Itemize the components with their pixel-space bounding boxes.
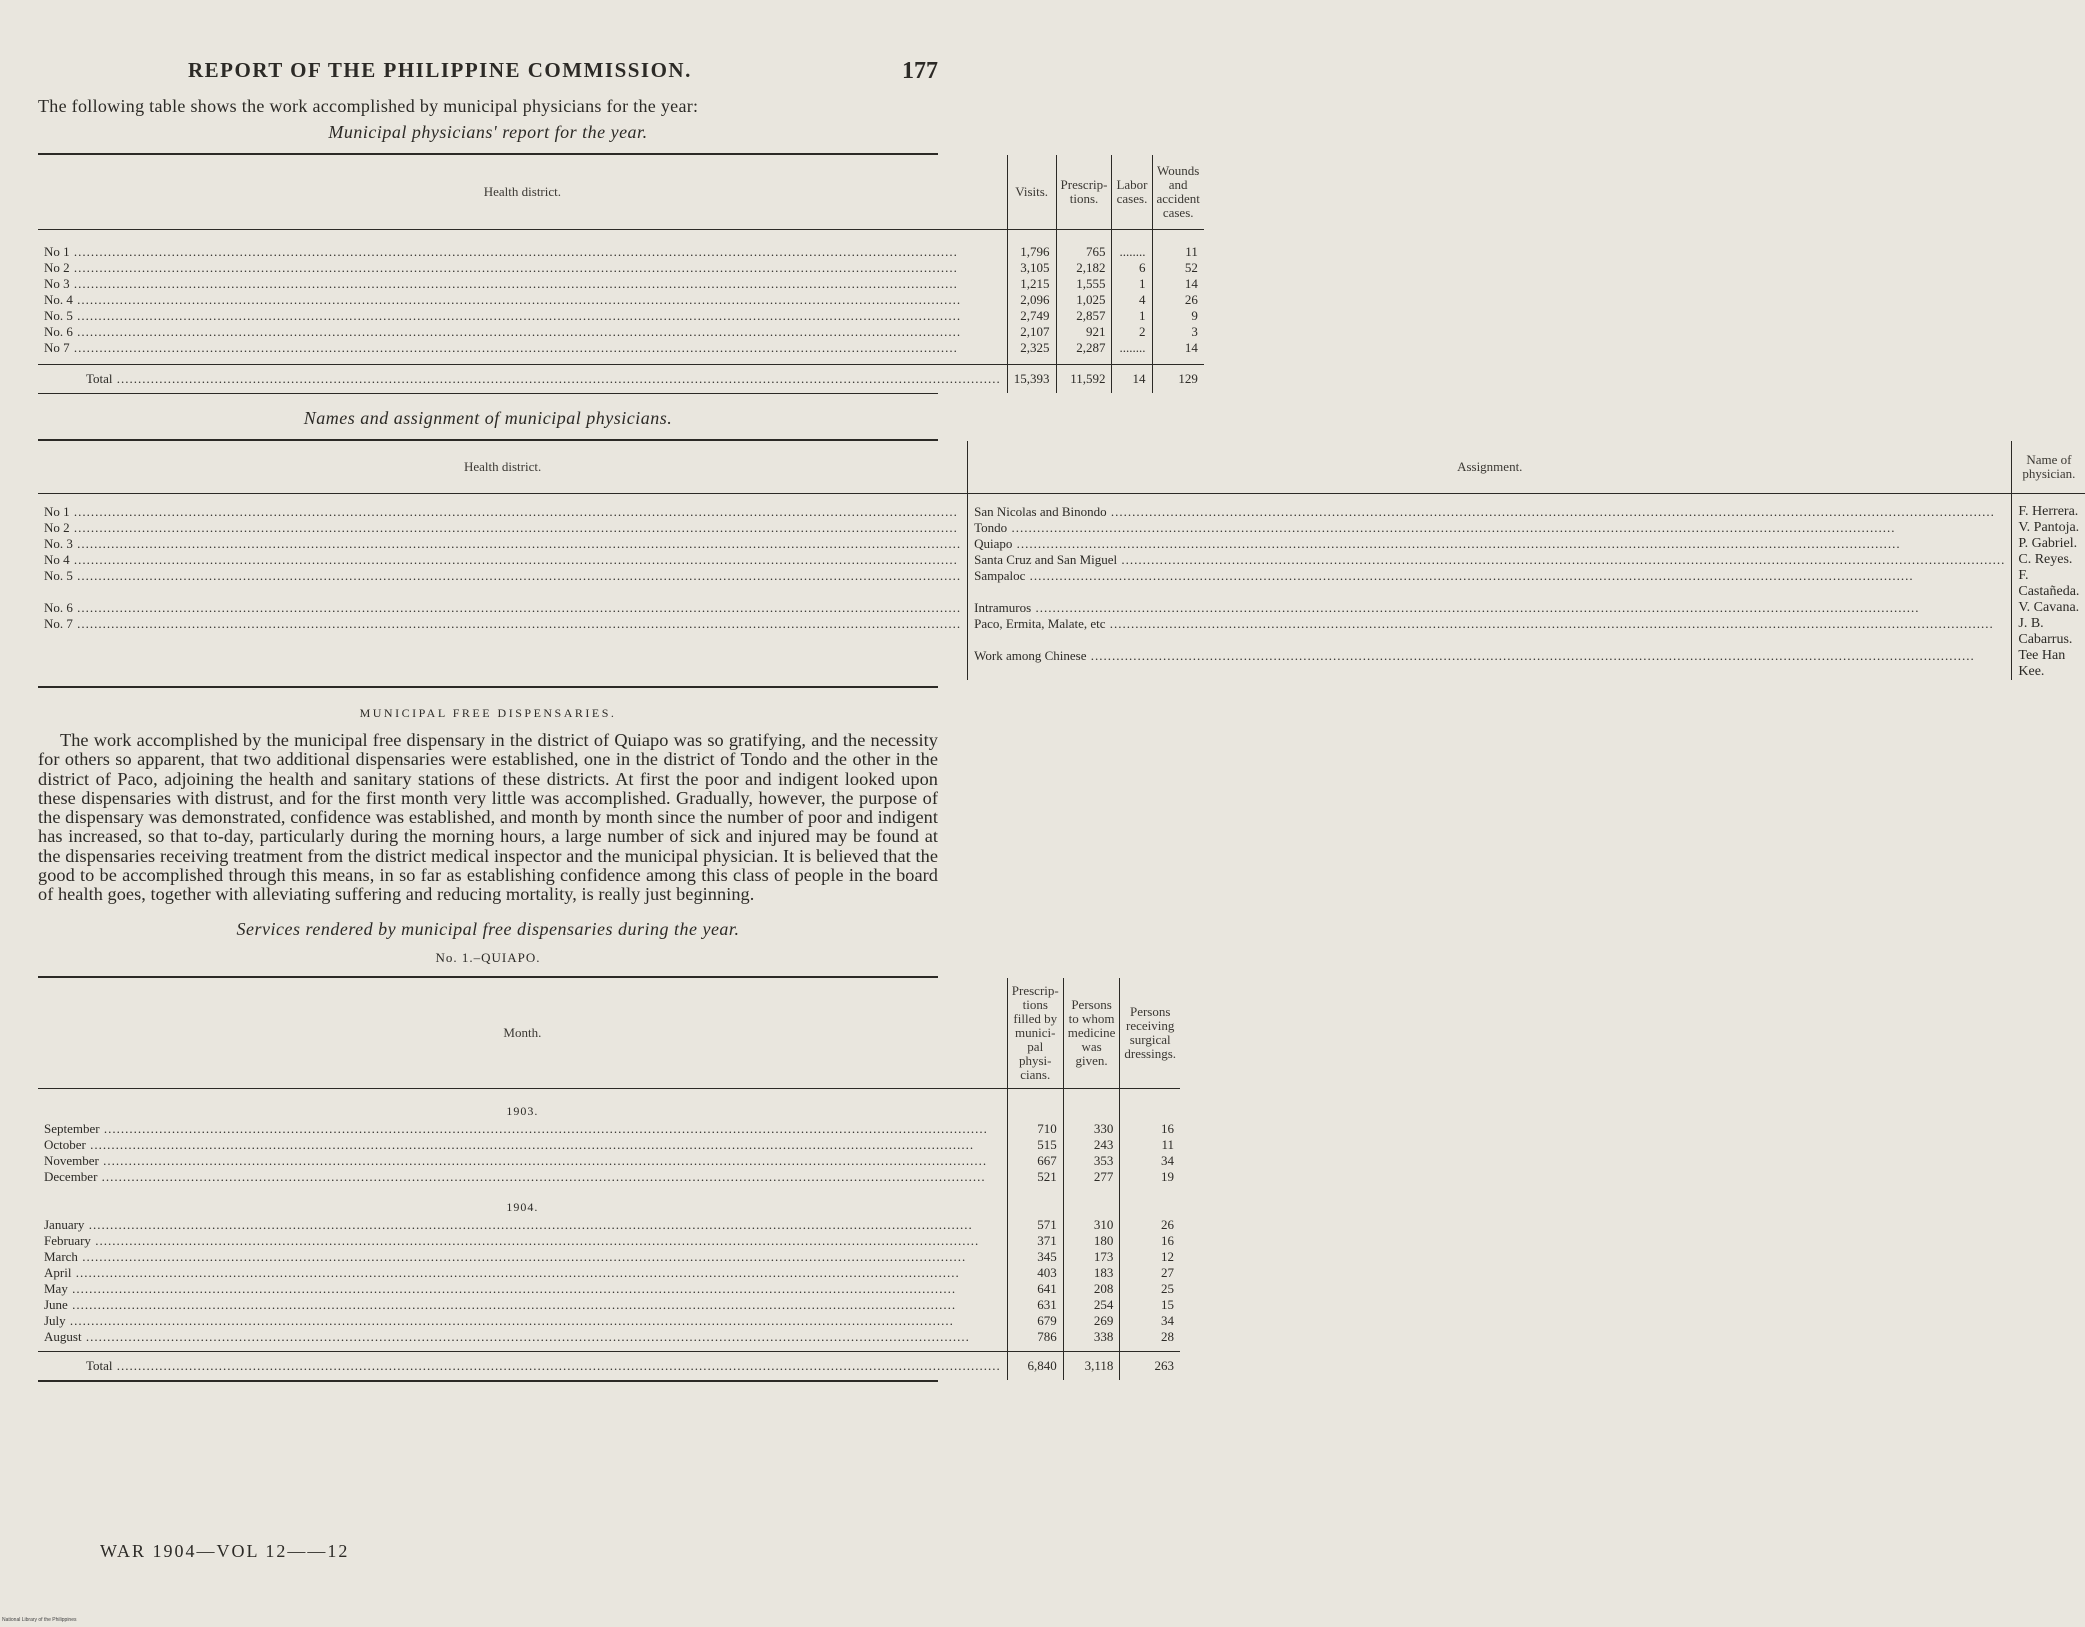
- value-cell: 679: [1007, 1313, 1063, 1329]
- district-cell: No 2 .....: [38, 520, 968, 536]
- table-row: [38, 1233, 1180, 1249]
- value-cell: 2,325: [1007, 340, 1056, 365]
- value-cell: 3,105: [1007, 260, 1056, 276]
- value-cell: 710: [1007, 1121, 1063, 1137]
- value-cell: 28: [1120, 1329, 1180, 1345]
- month-cell: March .....: [38, 1249, 1007, 1265]
- value-cell: 15: [1120, 1297, 1180, 1313]
- document-page: [38, 30, 2080, 1382]
- table-row: [38, 1137, 1180, 1153]
- value-cell: 243: [1063, 1137, 1120, 1153]
- assignment-cell: Quiapo .....: [968, 536, 2012, 552]
- value-cell: 208: [1063, 1281, 1120, 1297]
- physician-cell: V. Pantoja.: [2012, 520, 2085, 536]
- assignment-cell: Paco, Ermita, Malate, etc .....: [968, 616, 2012, 648]
- value-cell: 11: [1152, 230, 1204, 261]
- table-row: [38, 1217, 1180, 1233]
- table-row: [38, 340, 1204, 365]
- value-cell: 277: [1063, 1169, 1120, 1185]
- year-label: 1903.: [506, 1103, 539, 1118]
- district-cell: No 1 .....: [38, 230, 1007, 261]
- page-header: [38, 30, 938, 84]
- value-cell: 3: [1152, 324, 1204, 340]
- assignment-cell: San Nicolas and Binondo .....: [968, 494, 2012, 521]
- col-month: Month.: [38, 978, 1007, 1089]
- total-value: 15,393: [1007, 365, 1056, 394]
- value-cell: 26: [1120, 1217, 1180, 1233]
- total-label: Total .....: [38, 365, 1007, 394]
- month-cell: January .....: [38, 1217, 1007, 1233]
- value-cell: 9: [1152, 308, 1204, 324]
- value-cell: 19: [1120, 1169, 1180, 1185]
- physician-cell: J. B. Cabarrus.: [2012, 616, 2085, 648]
- section-title: MUNICIPAL FREE DISPENSARIES.: [359, 706, 617, 720]
- district-cell: No. 3 .....: [38, 536, 968, 552]
- value-cell: 12: [1120, 1249, 1180, 1265]
- value-cell: 1,215: [1007, 276, 1056, 292]
- value-cell: 269: [1063, 1313, 1120, 1329]
- value-cell: 1,796: [1007, 230, 1056, 261]
- value-cell: 1: [1112, 276, 1152, 292]
- section-paragraph: The work accomplished by the municipal free dispensary in the district of Quiapo was so gratifying, and the necessity for others so apparent, that two additional dispensaries were established, one in the district of Tondo and the other in the district of Paco, adjoining the health and sanitary stations of these districts. At first the poor and indigent looked upon these dispensaries with distrust, and for the first month very little was accomplished. Gradually, however, the purpose of the dispensary was demonstrated, confidence was established, and month by month since the number of poor and indigent has increased, so that to-day, particularly during the morning hours, a large number of sick and injured may be found at the dispensaries receiving treatment from the district medical inspector and the municipal physician. It is believed that the good to be accomplished through this means, in so far as establishing confidence among this class of people in the board of health goes, together with alleviating suffering and reducing mortality, is really just beginning.: [38, 730, 938, 905]
- month-cell: June .....: [38, 1297, 1007, 1313]
- running-title: REPORT OF THE PHILIPPINE COMMISSION.: [188, 58, 692, 82]
- table-row: [38, 568, 2085, 600]
- table-row: [38, 1281, 1180, 1297]
- physician-cell: C. Reyes.: [2012, 552, 2085, 568]
- value-cell: 16: [1120, 1121, 1180, 1137]
- table2-caption: Names and assignment of municipal physicians.: [303, 408, 673, 428]
- table-row: [38, 260, 1204, 276]
- month-cell: October .....: [38, 1137, 1007, 1153]
- month-cell: September .....: [38, 1121, 1007, 1137]
- year-row: [38, 1185, 1180, 1217]
- page-number: 177: [902, 58, 938, 84]
- physician-cell: V. Cavana.: [2012, 600, 2085, 616]
- col-health-district: Health district.: [38, 155, 1007, 230]
- total-value: 14: [1112, 365, 1152, 394]
- value-cell: 1,555: [1056, 276, 1112, 292]
- value-cell: 180: [1063, 1233, 1120, 1249]
- assignment-cell: Sampaloc .....: [968, 568, 2012, 600]
- total-row: [38, 365, 1204, 394]
- value-cell: 2,749: [1007, 308, 1056, 324]
- physician-cell: F. Castañeda.: [2012, 568, 2085, 600]
- total-value: 263: [1120, 1351, 1180, 1380]
- value-cell: 11: [1120, 1137, 1180, 1153]
- value-cell: 631: [1007, 1297, 1063, 1313]
- empty-cell: [1007, 1088, 1063, 1121]
- physician-cell: P. Gabriel.: [2012, 536, 2085, 552]
- empty-cell: [1063, 1088, 1120, 1121]
- month-cell: December .....: [38, 1169, 1007, 1185]
- value-cell: 2,287: [1056, 340, 1112, 365]
- table-row: [38, 1329, 1180, 1345]
- value-cell: 786: [1007, 1329, 1063, 1345]
- table1-bottom-rule: [38, 393, 938, 394]
- district-cell: No. 6 .....: [38, 324, 1007, 340]
- value-cell: 16: [1120, 1233, 1180, 1249]
- month-cell: July .....: [38, 1313, 1007, 1329]
- value-cell: 2,107: [1007, 324, 1056, 340]
- table-row: [38, 1153, 1180, 1169]
- library-credit: National Library of the Philippines: [2, 1617, 77, 1623]
- district-cell: No. 5 .....: [38, 568, 968, 600]
- total-value: 129: [1152, 365, 1204, 394]
- total-value: 11,592: [1056, 365, 1112, 394]
- table-row: [38, 1249, 1180, 1265]
- table-row: [38, 1297, 1180, 1313]
- table-row: [38, 1121, 1180, 1137]
- month-cell: April .....: [38, 1265, 1007, 1281]
- value-cell: 14: [1152, 276, 1204, 292]
- value-cell: 371: [1007, 1233, 1063, 1249]
- table-row: [38, 1169, 1180, 1185]
- year-row: [38, 1088, 1180, 1121]
- col-persons-medicine: Persons to whom medicine was given.: [1063, 978, 1120, 1089]
- table3-caption: Services rendered by municipal free dispensaries during the year.: [236, 918, 740, 939]
- value-cell: 921: [1056, 324, 1112, 340]
- district-cell: [38, 648, 968, 680]
- col-labor-cases: Labor cases.: [1112, 155, 1152, 230]
- value-cell: 26: [1152, 292, 1204, 308]
- year-label: 1904.: [506, 1199, 539, 1214]
- total-row: [38, 1351, 1180, 1380]
- empty-cell: [1120, 1185, 1180, 1217]
- intro-paragraph: The following table shows the work accomplished by municipal physicians for the year:: [38, 96, 699, 116]
- value-cell: ........: [1112, 340, 1152, 365]
- value-cell: 6: [1112, 260, 1152, 276]
- assignment-cell: Intramuros .....: [968, 600, 2012, 616]
- physicians-work-table: [38, 155, 1204, 393]
- value-cell: 310: [1063, 1217, 1120, 1233]
- value-cell: 183: [1063, 1265, 1120, 1281]
- col-persons-dressings: Persons receiving surgical dressings.: [1120, 978, 1180, 1089]
- value-cell: 571: [1007, 1217, 1063, 1233]
- empty-cell: [1063, 1185, 1120, 1217]
- district-cell: No. 5 .....: [38, 308, 1007, 324]
- month-cell: August .....: [38, 1329, 1007, 1345]
- district-cell: No 7 .....: [38, 340, 1007, 365]
- value-cell: 667: [1007, 1153, 1063, 1169]
- table-row: [38, 308, 1204, 324]
- district-cell: No. 4 .....: [38, 292, 1007, 308]
- empty-cell: [1120, 1088, 1180, 1121]
- total-value: 3,118: [1063, 1351, 1120, 1380]
- table-row: [38, 324, 1204, 340]
- table-row: [38, 276, 1204, 292]
- table-row: [38, 536, 2085, 552]
- value-cell: 353: [1063, 1153, 1120, 1169]
- value-cell: 4: [1112, 292, 1152, 308]
- month-cell: May .....: [38, 1281, 1007, 1297]
- table-row: [38, 616, 2085, 648]
- value-cell: 2: [1112, 324, 1152, 340]
- col-wounds: Wounds and accident cases.: [1152, 155, 1204, 230]
- col-assignment: Assignment.: [968, 441, 2012, 494]
- value-cell: 338: [1063, 1329, 1120, 1345]
- table3-bottom-rule: [38, 1380, 938, 1382]
- district-cell: No. 7 .....: [38, 616, 968, 648]
- value-cell: 34: [1120, 1313, 1180, 1329]
- assignment-cell: Work among Chinese .....: [968, 648, 2012, 680]
- table2-bottom-rule: [38, 686, 938, 688]
- table-row: [38, 292, 1204, 308]
- value-cell: 330: [1063, 1121, 1120, 1137]
- assignment-cell: Tondo .....: [968, 520, 2012, 536]
- value-cell: 2,182: [1056, 260, 1112, 276]
- total-label: Total .....: [38, 1351, 1007, 1380]
- district-cell: No 2 .....: [38, 260, 1007, 276]
- month-cell: November .....: [38, 1153, 1007, 1169]
- month-cell: February .....: [38, 1233, 1007, 1249]
- value-cell: 515: [1007, 1137, 1063, 1153]
- dispensary-services-table: [38, 978, 1180, 1380]
- district-cell: No 1 .....: [38, 494, 968, 521]
- table-row: [38, 230, 1204, 261]
- value-cell: 25: [1120, 1281, 1180, 1297]
- physician-cell: Tee Han Kee.: [2012, 648, 2085, 680]
- signature-footer: WAR 1904—VOL 12——12: [100, 1541, 350, 1561]
- table-row: [38, 520, 2085, 536]
- col-prescriptions: Prescrip-tions.: [1056, 155, 1112, 230]
- table-row: [38, 552, 2085, 568]
- value-cell: 403: [1007, 1265, 1063, 1281]
- value-cell: 641: [1007, 1281, 1063, 1297]
- table-row: [38, 1265, 1180, 1281]
- col-visits: Visits.: [1007, 155, 1056, 230]
- table-row: [38, 648, 2085, 680]
- col-health-district-2: Health district.: [38, 441, 968, 494]
- total-value: 6,840: [1007, 1351, 1063, 1380]
- table-row: [38, 1313, 1180, 1329]
- value-cell: 173: [1063, 1249, 1120, 1265]
- col-physician-name: Name of physician.: [2012, 441, 2085, 494]
- col-prescriptions-filled: Prescrip-tions filled by munici-pal physi-cians.: [1007, 978, 1063, 1089]
- empty-cell: [1007, 1185, 1063, 1217]
- assignment-cell: Santa Cruz and San Miguel .....: [968, 552, 2012, 568]
- table-row: [38, 600, 2085, 616]
- district-cell: No 4 .....: [38, 552, 968, 568]
- value-cell: 52: [1152, 260, 1204, 276]
- physician-cell: F. Herrera.: [2012, 494, 2085, 521]
- value-cell: 34: [1120, 1153, 1180, 1169]
- value-cell: 2,857: [1056, 308, 1112, 324]
- table-row: [38, 494, 2085, 521]
- value-cell: 345: [1007, 1249, 1063, 1265]
- table1-caption: Municipal physicians' report for the year.: [328, 122, 648, 142]
- value-cell: 2,096: [1007, 292, 1056, 308]
- value-cell: 1,025: [1056, 292, 1112, 308]
- value-cell: 521: [1007, 1169, 1063, 1185]
- value-cell: 14: [1152, 340, 1204, 365]
- value-cell: ........: [1112, 230, 1152, 261]
- value-cell: 1: [1112, 308, 1152, 324]
- value-cell: 765: [1056, 230, 1112, 261]
- table3-subcaption: No. 1.–QUIAPO.: [435, 949, 541, 965]
- district-cell: No. 6 .....: [38, 600, 968, 616]
- physicians-assignment-table: [38, 441, 2085, 680]
- value-cell: 27: [1120, 1265, 1180, 1281]
- district-cell: No 3 .....: [38, 276, 1007, 292]
- value-cell: 254: [1063, 1297, 1120, 1313]
